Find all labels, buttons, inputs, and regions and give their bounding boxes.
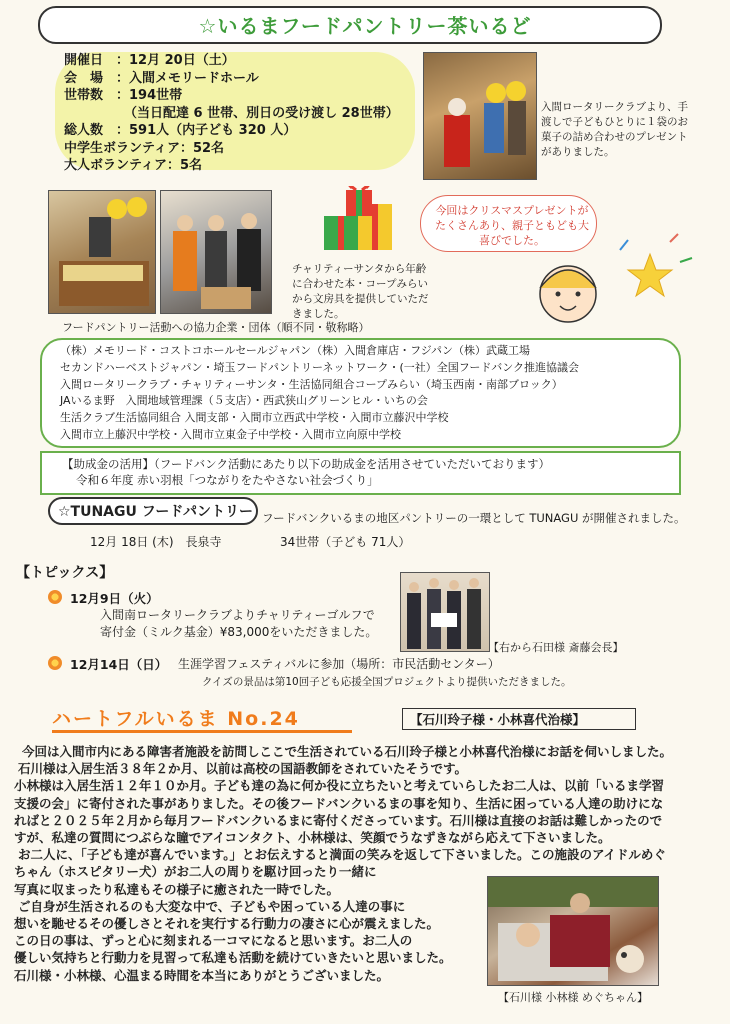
- grant-text: [62, 456, 550, 488]
- tunagu-date: 12月 18日 (木) 長泉寺: [90, 535, 222, 549]
- info-row-households: [64, 87, 399, 105]
- santa-photo: [423, 52, 537, 180]
- golf-photo-caption: 【右から石田様 斎藤会長】: [488, 641, 624, 654]
- topic-text: [100, 607, 377, 641]
- flower-icon: [48, 656, 62, 670]
- sponsors-heading: フードパントリー活動への協力企業・団体（順不同・敬称略）: [62, 321, 370, 334]
- info-label: 大人ボランティア: [64, 158, 167, 173]
- info-label: 総人数: [64, 123, 104, 138]
- rotary-caption: 入間ロータリークラブより、手渡しで子どもひとりに１袋のお菓子の詰め合わせのプレゼントがありました。: [541, 101, 688, 158]
- body-line: ちゃん（ホスピタリー犬）がお二人の周りを駆け回ったり一緒に: [14, 864, 377, 880]
- info-row-adult-volunteers: [64, 157, 399, 175]
- info-label: 中学生ボランティア: [64, 140, 180, 156]
- topic-text-line: 生涯学習フェスティバルに参加（場所：市民活動センター）: [178, 657, 500, 671]
- tunagu-intro: フードバンクいるまの地区パントリーの一環として TUNAGU が開催されました。: [262, 511, 686, 525]
- topic-text-line: 入間南ロータリークラブよりチャリティーゴルフで: [100, 608, 375, 622]
- body-line: お二人に、「子ども達が喜んでいます。」とお伝えすると満面の笑みを返して下さいました。この施設のアイドルめぐ: [18, 847, 666, 863]
- grant-line-1: 【助成金の活用】（フードバンク活動にあたり以下の助成金を活用させていただいております）: [62, 457, 550, 471]
- topic-date: 12月9日（火）: [70, 591, 159, 606]
- volunteers-illustration: [161, 191, 271, 313]
- topic-date: 12月14日（日）: [70, 657, 168, 672]
- bubble-text: 今回はクリスマスプレゼントがたくさんあり、親子ともども大喜びでした。: [435, 204, 589, 247]
- sponsor-line: セカンドハーベストジャパン・埼玉フードパントリーネットワーク・(一社）全国フードバンク推進協議会: [60, 360, 579, 374]
- golf-donation-illustration: [401, 573, 489, 651]
- flower-icon: [48, 590, 62, 604]
- topic-text-line: 寄付金（ミルク基金）¥83,000をいただきました。: [100, 625, 378, 639]
- body-line: 優しい気持ちと行動力を見習って私達も活動を続けていきたいと思いました。: [14, 950, 452, 966]
- info-row-venue: [64, 70, 399, 88]
- info-value: ：52名: [179, 140, 225, 156]
- info-value: （当日配達 6 世帯、別日の受け渡し 28世帯）: [124, 105, 399, 121]
- info-value: ：12月 20日（土）: [116, 53, 235, 68]
- body-line: ればと２０２５年２月から毎月フードバンクいるまに寄付くださっています。石川様は直接のお話は難しかったので: [14, 812, 663, 828]
- info-label: 世帯数: [64, 88, 104, 103]
- golf-donation-photo: [400, 572, 490, 652]
- body-line: 石川様は入居生活３８年２か月、以前は高校の国語教師をされていたそうです。: [18, 761, 468, 777]
- heartful-title: ハートフルいるま No.24: [52, 708, 300, 730]
- body-line: 小林様は入居生活１２年１０か月。子ども達の為に何か役に立ちたいと考えていらしたお二人は、以前「いるま学習: [14, 778, 665, 794]
- body-line: ご自身が生活されるのも大変な中で、子どもや困っている人達の事に: [18, 898, 406, 914]
- body-line: この日の事は、ずっと心に刻まれる一コマになると思います。お二人の: [14, 933, 413, 949]
- sponsor-line: 生活クラブ生活協同組合 入間支部・入間市立西武中学校・入間市立藤沢中学校: [60, 411, 449, 425]
- event-info: [64, 52, 399, 175]
- topic-text-line: クイズの景品は第10回子ども応援全国プロジェクトより提供いただきました。: [202, 676, 572, 688]
- sponsor-line: 入間市立上藤沢中学校・入間市立東金子中学校・入間市立向原中学校: [60, 427, 401, 441]
- heartful-photo-caption: 【石川様 小林様 めぐちゃん】: [498, 991, 648, 1004]
- heartful-underline: [52, 730, 352, 733]
- body-line: 支援の会」に寄付された事がありました。その後フードバンクいるまの事を知り、生活に困っている人達の助けにな: [14, 795, 664, 811]
- body-line: 想いを馳せるその優しさとそれを実行する行動力の凄さに心が震えました。: [14, 916, 440, 932]
- book-table-photo: [48, 190, 156, 314]
- gift-icon: [318, 186, 398, 262]
- info-value: ：194世帯: [116, 88, 183, 103]
- body-line: 写真に収まったり私達もその様子に癒された一時でした。: [14, 881, 340, 897]
- topics-heading: 【トピックス】: [16, 565, 114, 581]
- info-row-delivery: [64, 105, 399, 123]
- body-line: すが、私達の質問につぶらな瞳でアイコンタクト、小林様は、笑顔でうなずきながら応えて下さいました。: [14, 830, 611, 846]
- volunteers-photo: [160, 190, 272, 314]
- body-line: 今回は入間市内にある障害者施設を訪問しここで生活されている石川玲子様と小林喜代治様にお話を伺いしました。: [22, 744, 673, 759]
- info-row-total: [64, 122, 399, 140]
- info-row-date: [64, 52, 399, 70]
- body-line: 石川様・小林様、心温まる時間を本当にありがとうございました。: [14, 967, 390, 983]
- sponsor-line: JAいるま野 入間地域管理課（５支店）・西武狭山グリーンヒル・いちの会: [60, 394, 428, 408]
- santa-caption: チャリティーサンタから年齢に合わせた本・コープみらいから文房具を提供していただきました。: [292, 263, 429, 320]
- tunagu-title: ☆TUNAGU フードパントリー: [58, 504, 254, 520]
- info-value: ：5名: [166, 158, 203, 173]
- tunagu-count: 34世帯（子ども 71人）: [280, 535, 411, 549]
- info-label: 会 場: [64, 70, 104, 86]
- heartful-photo: [487, 876, 659, 986]
- santa-illustration: [424, 53, 536, 179]
- heartful-illustration: [488, 877, 658, 985]
- page-title: ☆いるまフードパントリー茶いるど: [198, 14, 532, 38]
- heartful-names: 【石川玲子様・小林喜代治様】: [410, 712, 586, 727]
- grant-line-2: 令和６年度 赤い羽根「つながりをたやさない社会づくり」: [76, 473, 379, 487]
- info-value: ：入間メモリードホール: [116, 70, 259, 86]
- sponsor-line: （株）メモリード・コストコホールセールジャパン（株）入間倉庫店・フジパン（株）武蔵工場: [60, 344, 530, 357]
- sponsor-line: 入間ロータリークラブ・チャリティーサンタ・生活協同組合コープみらい（埼玉西南・南部ブロック）: [60, 377, 563, 391]
- girl-star-illustration: [520, 232, 695, 332]
- info-value: ：591人（内子ども 320 人）: [116, 123, 297, 138]
- sponsors-list: [60, 343, 670, 444]
- book-table-illustration: [49, 191, 155, 313]
- info-row-student-volunteers: [64, 140, 399, 158]
- info-label: 開催日: [64, 53, 104, 68]
